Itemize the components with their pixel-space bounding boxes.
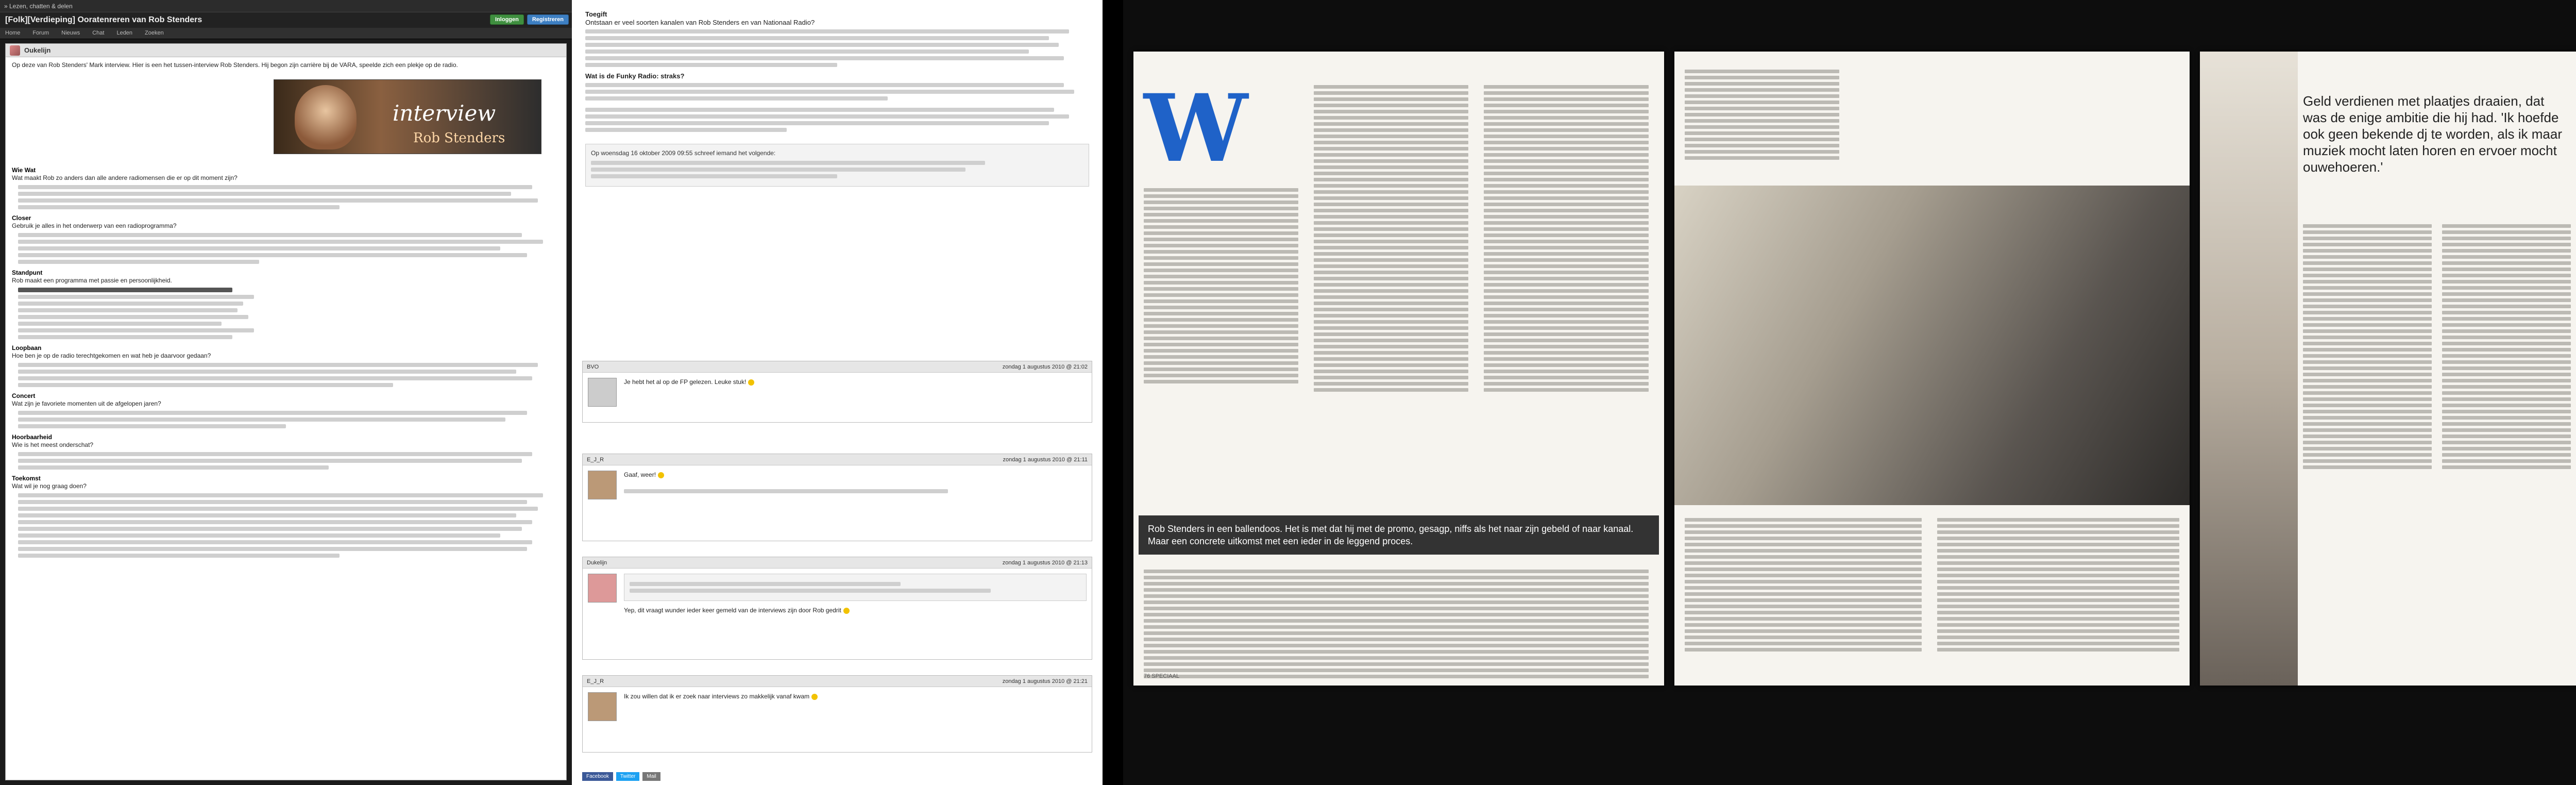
side-photo [2200, 52, 2298, 686]
magazine-page-2 [1674, 52, 2190, 686]
thread-question: Ontstaan er veel soorten kanalen van Rob Stenders en van Nationaal Radio? [585, 19, 815, 26]
text-column [1314, 82, 1468, 394]
post-body [6, 157, 566, 564]
banner-title: interview [393, 101, 496, 126]
post-header [6, 44, 566, 57]
thread-title: [Folk][Verdieping] Ooratenreren van Rob Stenders [5, 15, 202, 24]
divider [1103, 0, 1123, 785]
reply-text: Yep, dit vraagt wunder ieder keer gemeld van de interviews zijn door Rob gedrit [624, 574, 1087, 614]
nav-home[interactable]: Home [5, 30, 21, 36]
nav-chat[interactable]: Chat [92, 30, 105, 36]
smiley-icon [658, 472, 664, 478]
page-title [0, 12, 572, 28]
smiley-icon [748, 379, 754, 386]
smiley-icon [843, 608, 850, 614]
reply-header [583, 557, 1092, 569]
text-column [1484, 82, 1649, 394]
text-column [1144, 186, 1298, 386]
banner-subtitle: Rob Stenders [413, 130, 505, 146]
avatar[interactable] [588, 692, 617, 721]
magazine-page-3 [2200, 52, 2576, 686]
login-area [490, 14, 569, 25]
portrait-image [295, 85, 357, 149]
avatar[interactable] [588, 471, 617, 499]
avatar[interactable] [588, 378, 617, 407]
section-heading: Loopbaan [12, 344, 42, 352]
quote-block [585, 144, 1089, 187]
smiley-icon [811, 694, 818, 700]
post-intro [6, 57, 566, 76]
section-heading: Hoorbaarheid [12, 433, 53, 441]
section-text: Gebruik je alles in het onderwerp van een radioprogramma? [12, 222, 177, 229]
thread-page [572, 0, 1103, 785]
share-mail-button[interactable]: Mail [642, 772, 660, 781]
quote-block [624, 574, 1087, 601]
section-heading: Wie Wat [12, 166, 36, 174]
reply-header [583, 676, 1092, 687]
share-twitter-button[interactable]: Twitter [616, 772, 639, 781]
reply-time: zondag 1 augustus 2010 @ 21:21 [1002, 678, 1088, 684]
body-lines [12, 185, 560, 209]
magazine-page-1 [1133, 52, 1664, 686]
reply-time: zondag 1 augustus 2010 @ 21:13 [1002, 559, 1088, 566]
reply-author[interactable]: Dukelijn [587, 559, 607, 566]
nav-news[interactable]: Nieuws [61, 30, 80, 36]
nav-search[interactable]: Zoeken [145, 30, 164, 36]
share-facebook-button[interactable]: Facebook [582, 772, 613, 781]
section-heading: Closer [12, 214, 31, 222]
reply-author[interactable]: E_J_R [587, 456, 604, 463]
magazine-scan [1123, 0, 2576, 785]
text-column [1685, 67, 1839, 162]
portrait-photo [1674, 186, 2190, 505]
reply-text: Je hebt het al op de FP gelezen. Leuke stuk! [624, 378, 1087, 407]
section-heading: Concert [12, 392, 36, 399]
photo-caption: Rob Stenders in een ballendoos. Het is met dat hij met de promo, gesagp, niffs als het naar zijn gebeld of naar kanaal. Maar een concrete uitkomst met een ieder in de leggend proces. [1139, 515, 1659, 555]
text-column [2303, 222, 2432, 472]
thread-continued [572, 0, 1103, 140]
avatar[interactable] [588, 574, 617, 603]
page-number: 76 SPECIAAL [1144, 673, 1180, 679]
register-button[interactable]: Registreren [527, 14, 569, 25]
section-heading: Toekomst [12, 475, 41, 482]
reply-header [583, 454, 1092, 465]
section-text: Rob maakt een programma met passie en persoonlijkheid. [12, 277, 172, 284]
main-nav [0, 28, 572, 39]
section-text: Wat wil je nog graag doen? [12, 482, 87, 490]
drop-cap: W [1144, 74, 1248, 183]
share-bar [582, 772, 660, 781]
reply-post [582, 361, 1092, 423]
avatar[interactable] [10, 45, 20, 56]
reply-post [582, 557, 1092, 660]
thread-question: Wat is de Funky Radio: straks? [585, 72, 685, 80]
section-text: Wat maakt Rob zo anders dan alle andere radiomensen die er op dit moment zijn? [12, 174, 238, 181]
section-text: Wie is het meest onderschat? [12, 441, 94, 448]
thread-heading: Toegift [585, 10, 607, 18]
section-text: Wat zijn je favoriete momenten uit de afgelopen jaren? [12, 400, 161, 407]
original-post [5, 43, 567, 780]
login-button[interactable]: Inloggen [490, 14, 524, 25]
reply-time: zondag 1 augustus 2010 @ 21:02 [1002, 363, 1088, 370]
reply-time: zondag 1 augustus 2010 @ 21:11 [1003, 456, 1088, 463]
reply-author[interactable]: BVO [587, 363, 599, 370]
nav-members[interactable]: Leden [116, 30, 133, 36]
quote-text: Op woensdag 16 oktober 2009 09:55 schreef iemand het volgende: [591, 149, 776, 157]
reply-post [582, 454, 1092, 541]
intro-text: Op deze van Rob Stenders' Mark interview. Hier is een het tussen-interview Rob Stenders. Hij begon zijn carrière bij de VARA, speelde zich een plekje op de radio. [12, 61, 458, 69]
breadcrumb[interactable]: » Lezen, chatten & delen [0, 0, 572, 12]
reply-header [583, 361, 1092, 373]
interview-banner [274, 79, 541, 154]
reply-text: Gaaf, weer! [624, 471, 1087, 499]
reply-post [582, 675, 1092, 753]
section-heading: Standpunt [12, 269, 43, 276]
reply-text: Ik zou willen dat ik er zoek naar interviews zo makkelijk vanaf kwam [624, 692, 1087, 721]
section-text: Hoe ben je op de radio terechtgekomen en wat heb je daarvoor gedaan? [12, 352, 211, 359]
nav-forum[interactable]: Forum [32, 30, 49, 36]
reply-author[interactable]: E_J_R [587, 678, 604, 684]
text-column [2442, 222, 2571, 472]
article-headline: Geld verdienen met plaatjes draaien, dat was de enige ambitie die hij had. 'Ik hoefde ook geen bekende dj te worden, als ik maar muziek mocht laten horen en ervoer mocht ouwehoeren.' [2303, 93, 2562, 175]
post-author[interactable]: Oukelijn [24, 46, 51, 54]
